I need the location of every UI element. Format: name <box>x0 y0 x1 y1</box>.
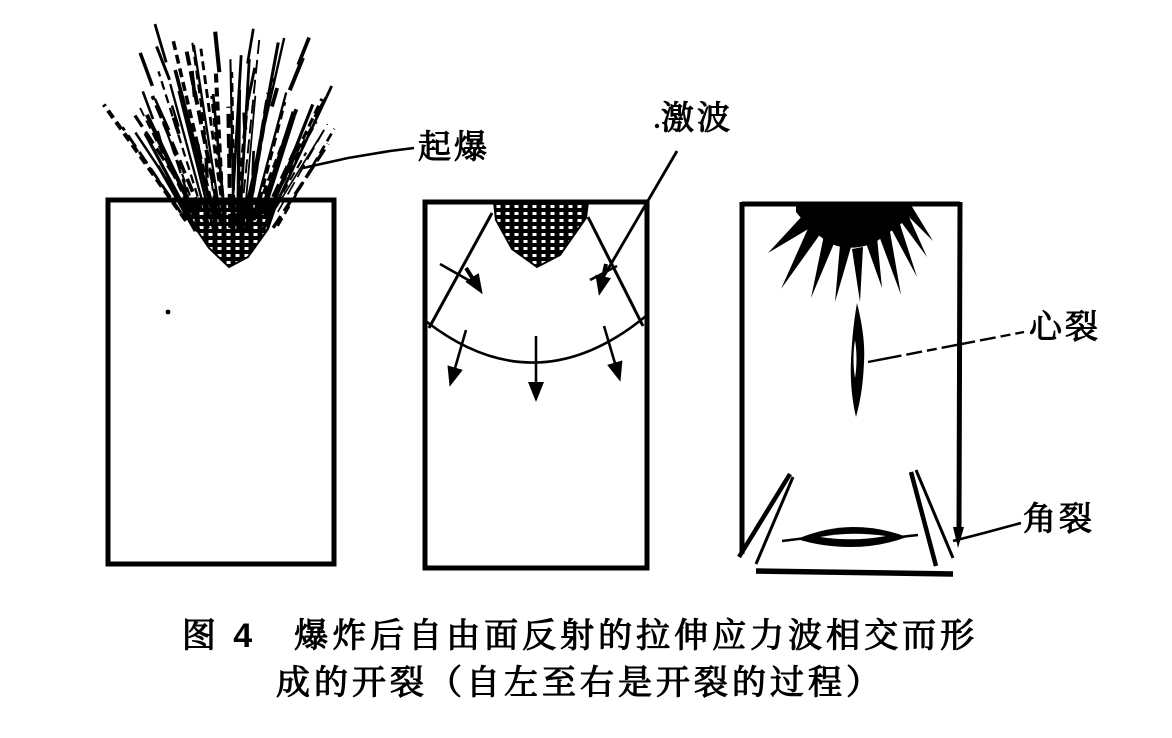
shockwave-pointer-line <box>604 151 677 276</box>
charge-zone <box>494 202 588 267</box>
spec-dot <box>166 310 171 315</box>
label-center-crack: 心裂 <box>1029 308 1101 345</box>
panel-stage2-block <box>425 124 677 568</box>
caption-line-2: 成的开裂（自左至右是开裂的过程） <box>276 663 884 702</box>
figure-caption <box>140 613 1020 707</box>
corner-crack-pointer-line <box>953 523 1021 541</box>
label-initiation: 起爆 <box>418 128 490 165</box>
panel-stage1-block <box>104 24 414 564</box>
label-corner-crack: 角裂 <box>1023 500 1095 537</box>
center-crack-pointer-line <box>868 332 1024 362</box>
center-crack <box>851 303 865 417</box>
label-shock-wave: 激波 <box>661 99 733 136</box>
panel-stage3-block <box>739 202 1024 574</box>
caption-line-1: 图 4 爆炸后自由面反射的拉伸应力波相交而形 <box>181 617 979 655</box>
